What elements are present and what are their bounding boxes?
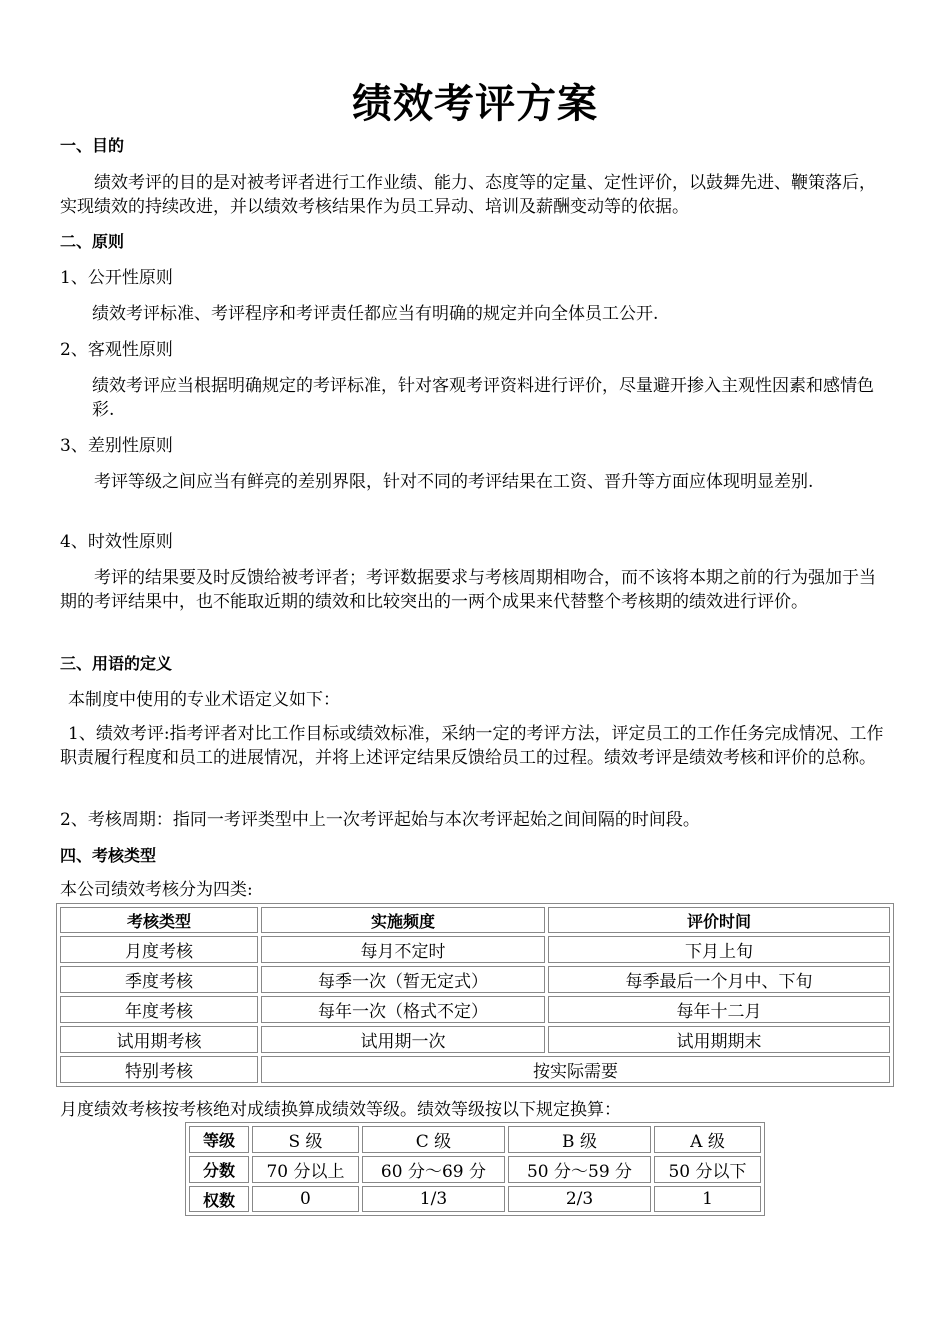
table-header-row bbox=[60, 907, 890, 933]
table-cell: 试用期期末 bbox=[548, 1026, 890, 1053]
table-row bbox=[60, 996, 890, 1023]
table-cell: 每年一次（格式不定） bbox=[261, 996, 545, 1023]
principle-1-title: 1、公开性原则 bbox=[60, 268, 173, 288]
table-cell: A 级 bbox=[654, 1126, 761, 1153]
definition-2: 2、考核周期：指同一考评类型中上一次考评起始与本次考评起始之间间隔的时间段。 bbox=[60, 810, 700, 830]
table-row bbox=[60, 1056, 890, 1083]
table-cell: 每季最后一个月中、下旬 bbox=[548, 966, 890, 993]
table-row bbox=[189, 1156, 761, 1183]
document-title: 绩效考评方案 bbox=[352, 80, 598, 127]
table-cell: 2/3 bbox=[508, 1186, 651, 1212]
table-row bbox=[189, 1126, 761, 1153]
header-frequency: 实施频度 bbox=[261, 907, 545, 933]
definitions-intro: 本制度中使用的专业术语定义如下： bbox=[68, 690, 340, 710]
table-cell: S 级 bbox=[252, 1126, 359, 1153]
principle-3-title: 3、差别性原则 bbox=[60, 436, 173, 456]
principle-2-body: 绩效考评应当根据明确规定的考评标准，针对客观考评资料进行评价，尽量避开掺入主观性因素和感情色彩. bbox=[92, 376, 874, 420]
table-cell: 月度考核 bbox=[60, 936, 258, 963]
principle-3-body: 考评等级之间应当有鲜亮的差别界限，针对不同的考评结果在工资、晋升等方面应体现明显差别. bbox=[94, 472, 814, 492]
table-cell: 年度考核 bbox=[60, 996, 258, 1023]
table-row bbox=[60, 1026, 890, 1053]
table-cell-merged: 按实际需要 bbox=[261, 1056, 890, 1083]
table-cell: 每年十二月 bbox=[548, 996, 890, 1023]
table-cell: 1 bbox=[654, 1186, 761, 1212]
table-cell: 每季一次（暂无定式） bbox=[261, 966, 545, 993]
table-cell: 特别考核 bbox=[60, 1056, 258, 1083]
row-header-score: 分数 bbox=[189, 1156, 249, 1183]
principle-4-title: 4、时效性原则 bbox=[60, 532, 173, 552]
row-header-weight: 权数 bbox=[189, 1186, 249, 1212]
header-type: 考核类型 bbox=[60, 907, 258, 933]
table-cell: C 级 bbox=[362, 1126, 505, 1153]
definition-1: 1、绩效考评:指考评者对比工作目标或绩效标准，采纳一定的考评方法，评定员工的工作任务完成情况、工作职责履行程度和员工的进展情况，并将上述评定结果反馈给员工的过程。绩效考评是绩效考核和评价的总称。 bbox=[60, 724, 884, 768]
row-header-grade: 等级 bbox=[189, 1126, 249, 1153]
table-cell: 下月上旬 bbox=[548, 936, 890, 963]
assessment-types-table bbox=[56, 903, 894, 1087]
table-cell: 50 分以下 bbox=[654, 1156, 761, 1183]
section-heading-definitions: 三、用语的定义 bbox=[60, 654, 173, 673]
table-cell: 季度考核 bbox=[60, 966, 258, 993]
table-cell: B 级 bbox=[508, 1126, 651, 1153]
principle-1-body: 绩效考评标准、考评程序和考评责任都应当有明确的规定并向全体员工公开. bbox=[92, 304, 659, 324]
purpose-paragraph: 绩效考评的目的是对被考评者进行工作业绩、能力、态度等的定量、定性评价，以鼓舞先进、鞭策落后，实现绩效的持续改进，并以绩效考核结果作为员工异动、培训及薪酬变动等的依据。 bbox=[60, 173, 876, 217]
table-cell: 70 分以上 bbox=[252, 1156, 359, 1183]
table-cell: 试用期考核 bbox=[60, 1026, 258, 1053]
grade-conversion-table bbox=[185, 1122, 765, 1216]
types-intro: 本公司绩效考核分为四类: bbox=[60, 880, 253, 900]
principle-2-title: 2、客观性原则 bbox=[60, 340, 173, 360]
table-cell: 60 分～69 分 bbox=[362, 1156, 505, 1183]
header-time: 评价时间 bbox=[548, 907, 890, 933]
table-cell: 每月不定时 bbox=[261, 936, 545, 963]
principle-4-body: 考评的结果要及时反馈给被考评者；考评数据要求与考核周期相吻合，而不该将本期之前的行为强加于当期的考评结果中，也不能取近期的绩效和比较突出的一两个成果来代替整个考核期的绩效进行评价。 bbox=[60, 568, 876, 612]
table-cell: 1/3 bbox=[362, 1186, 505, 1212]
section-heading-purpose: 一、目的 bbox=[60, 136, 125, 155]
table-row bbox=[60, 966, 890, 993]
table-cell: 0 bbox=[252, 1186, 359, 1212]
table-cell: 试用期一次 bbox=[261, 1026, 545, 1053]
table-row bbox=[60, 936, 890, 963]
grade-intro: 月度绩效考核按考核绝对成绩换算成绩效等级。绩效等级按以下规定换算： bbox=[60, 1100, 621, 1120]
table-cell: 50 分～59 分 bbox=[508, 1156, 651, 1183]
section-heading-principles: 二、原则 bbox=[60, 232, 125, 251]
section-heading-types: 四、考核类型 bbox=[60, 846, 157, 865]
table-row bbox=[189, 1186, 761, 1212]
